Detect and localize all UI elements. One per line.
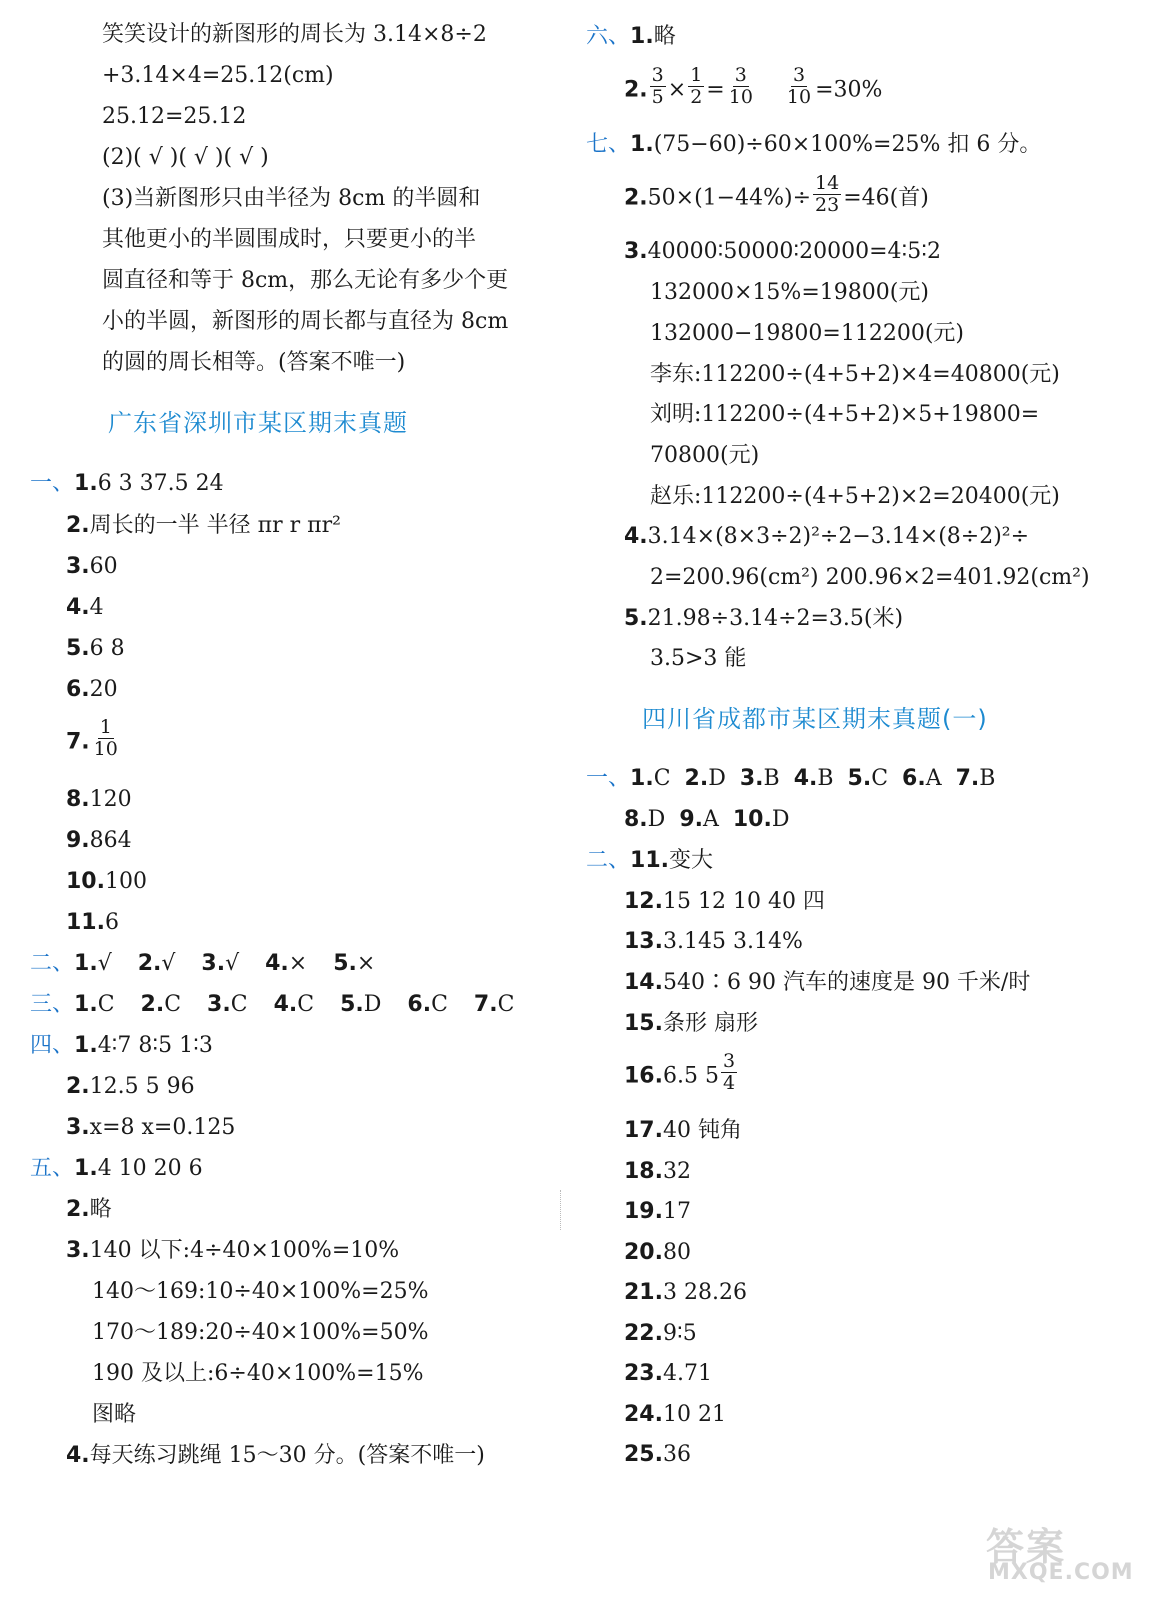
item-number: 3.	[207, 992, 231, 1017]
item-number: 4.	[624, 524, 648, 549]
intro-line-1: 笑笑设计的新图形的周长为 3.14×8÷2	[102, 22, 487, 47]
fraction-denominator: 23	[815, 194, 840, 216]
item-answer: 15 12 10 40 四	[662, 889, 825, 914]
item-number: 25.	[624, 1442, 663, 1467]
fraction	[785, 66, 813, 107]
item-answer: (75−60)÷60×100%=25% 扣 6 分。	[653, 132, 1042, 157]
item-answer: 36	[662, 1442, 691, 1467]
answer-row-s1-3	[66, 556, 118, 578]
answer-row-s1-7	[66, 716, 122, 763]
item-number: 2.	[140, 992, 165, 1017]
item-answer: C	[871, 766, 889, 791]
answer-row-s4-1	[30, 1035, 213, 1057]
item-number: 24.	[624, 1402, 663, 1427]
item-answer: 40000∶50000∶20000=4∶5∶2	[647, 239, 941, 264]
item-answer: 864	[89, 828, 132, 853]
item-number: 17.	[624, 1118, 663, 1143]
answer-row-s1-9	[66, 830, 132, 852]
item-answer: A	[925, 766, 942, 791]
item-number: 4.	[273, 992, 298, 1017]
intro-line-7: 圆直径和等于 8cm，那么无论有多少个更	[102, 268, 509, 293]
intro-line-4: (2)( √ )( √ )( √ )	[102, 145, 269, 170]
item-answer: 17	[662, 1199, 691, 1224]
item-number: 23.	[624, 1361, 663, 1386]
fraction-denominator: 10	[93, 738, 118, 760]
fraction-numerator: 14	[815, 172, 840, 194]
item-answer: C	[230, 992, 248, 1017]
item-answer: √	[161, 951, 176, 976]
answer-row-s6-2: 2. $\frac{3}{5}$ × $\frac{1}{2}$ = $\frac{3}{10}$ $\frac{3}{10}$ =30%	[624, 64, 883, 108]
answer-continuation: 132000×15%=19800(元)	[650, 280, 929, 305]
item-number: 10.	[66, 869, 105, 894]
section-marker: 四、	[30, 1033, 75, 1058]
answer-row-r2-20	[624, 1242, 691, 1264]
column-divider	[560, 1190, 562, 1230]
fraction	[813, 174, 841, 215]
item-answer: 6.5 5	[662, 1063, 719, 1089]
item-number: 11.	[66, 910, 105, 935]
section-marker: 二、	[30, 951, 75, 976]
item-number: 1.	[74, 951, 98, 976]
answer-row-r2-23	[624, 1363, 712, 1385]
answer-row-r2-25	[624, 1444, 691, 1466]
section-marker: 二、	[586, 848, 631, 873]
item-answer: C	[97, 992, 115, 1017]
answer-row-s7-3	[624, 241, 941, 263]
item-number: 2.	[66, 513, 90, 538]
item-number: 5.	[624, 606, 648, 631]
item-answer: A	[702, 807, 719, 832]
section-marker: 一、	[30, 471, 75, 496]
answer-continuation: 140～169:10÷40×100%=25%	[92, 1279, 429, 1304]
item-number: 6.	[407, 992, 432, 1017]
answer-row-r2-13	[624, 931, 803, 953]
item-number: 14.	[624, 970, 663, 995]
item-answer: 条形 扇形	[662, 1011, 758, 1036]
item-answer: D	[647, 807, 666, 832]
answer-row-s5-3	[66, 1240, 399, 1262]
item-number: 3.	[739, 766, 764, 791]
item-number: 6.	[66, 677, 90, 702]
item-answer: 40 钝角	[662, 1118, 742, 1143]
answer-row-s7-4	[624, 526, 1029, 548]
intro-line-3: 25.12=25.12	[102, 104, 247, 129]
answer-row-s2	[30, 953, 375, 975]
answer-row-s7-5	[624, 608, 903, 630]
item-number: 8.	[66, 787, 90, 812]
answer-row-s7-1	[586, 134, 1041, 156]
answer-continuation: 70800(元)	[650, 443, 760, 468]
answer-row-s1-2	[66, 515, 341, 537]
item-number: 3.	[66, 554, 90, 579]
item-number: 1.	[630, 24, 654, 49]
answer-continuation: 190 及以上:6÷40×100%=15%	[92, 1361, 424, 1386]
item-number: 1.	[74, 1156, 98, 1181]
section-marker: 六、	[586, 24, 631, 49]
fraction-numerator: 1	[690, 64, 703, 86]
answer-row-s1-5	[66, 638, 125, 660]
answer-row-s4-3	[66, 1117, 235, 1139]
item-answer: B	[979, 766, 996, 791]
intro-line-8: 小的半圆，新图形的周长都与直径为 8cm	[102, 309, 509, 334]
item-answer: D	[708, 766, 726, 791]
item-number: 1.	[74, 471, 98, 496]
item-answer: 3 28.26	[662, 1280, 747, 1305]
item-answer: 4.71	[662, 1361, 712, 1386]
item-number: 7.	[955, 766, 980, 791]
section-marker: 一、	[586, 766, 631, 791]
item-number: 16.	[624, 1063, 663, 1089]
fraction-denominator: 4	[722, 1072, 736, 1094]
fraction-denominator: 10	[786, 86, 812, 108]
item-answer: x=8 x=0.125	[89, 1115, 236, 1140]
answer-row-s5-1	[30, 1158, 203, 1180]
intro-line-2: +3.14×4=25.12(cm)	[102, 63, 334, 88]
watermark-logo	[986, 1516, 1136, 1586]
item-number: 4.	[793, 766, 818, 791]
section-heading-shenzhen: 广东省深圳市某区期末真题	[108, 409, 408, 437]
item-answer: C	[431, 992, 448, 1017]
item-number: 8.	[624, 807, 648, 832]
section-marker: 七、	[586, 132, 631, 157]
fraction-numerator: 1	[99, 716, 112, 738]
item-number: 1.	[74, 1033, 98, 1058]
item-answer: =46(首)	[843, 185, 929, 211]
watermark-url: MXQE.COM	[988, 1560, 1134, 1585]
item-answer: 周长的一半 半径 πr r πr²	[89, 513, 341, 538]
item-answer: D	[771, 807, 790, 832]
item-number: 3.	[624, 239, 648, 264]
answer-row-s5-4	[66, 1445, 485, 1467]
item-answer: 100	[104, 869, 147, 894]
item-number: 20.	[624, 1240, 663, 1265]
item-number: 2.	[66, 1074, 90, 1099]
item-number: 15.	[624, 1011, 663, 1036]
answer-row-r2-24	[624, 1404, 726, 1426]
item-number: 5.	[333, 951, 357, 976]
answer-row-s1-10	[66, 871, 147, 893]
item-number: 11.	[630, 848, 669, 873]
answer-continuation: 刘明:112200÷(4+5+2)×5+19800=	[650, 402, 1040, 427]
item-number: 2.	[684, 766, 709, 791]
item-number: 5.	[340, 992, 364, 1017]
item-number: 5.	[847, 766, 872, 791]
answer-row-s3	[30, 994, 514, 1016]
item-answer: ×	[288, 951, 308, 976]
item-number: 9.	[66, 828, 90, 853]
item-number: 10.	[732, 807, 772, 832]
fraction	[650, 66, 666, 107]
item-answer: 3.14×(8×3÷2)²÷2−3.14×(8÷2)²÷	[647, 524, 1030, 549]
item-number: 2.	[137, 951, 162, 976]
answer-continuation: 170～189:20÷40×100%=50%	[92, 1320, 429, 1345]
fraction	[688, 66, 704, 107]
item-answer: 变大	[669, 848, 714, 873]
answer-row-r1-1	[586, 768, 995, 790]
item-answer: 140 以下:4÷40×100%=10%	[89, 1238, 400, 1263]
item-number: 1.	[630, 766, 654, 791]
item-answer: 120	[89, 787, 132, 812]
item-number: 3.	[66, 1115, 90, 1140]
fraction-denominator: 10	[728, 86, 753, 108]
item-number: 2.	[624, 77, 648, 103]
item-answer: 每天练习跳绳 15～30 分。(答案不唯一)	[89, 1443, 485, 1468]
item-number: 4.	[66, 1443, 90, 1468]
item-answer: C	[164, 992, 182, 1017]
section-heading-chengdu: 四川省成都市某区期末真题(一)	[642, 705, 988, 733]
answer-row-r2-14	[624, 972, 1030, 994]
item-answer: 6	[104, 910, 119, 935]
intro-line-6: 其他更小的半圆围成时，只要更小的半	[102, 227, 477, 252]
item-number: 4.	[265, 951, 289, 976]
item-number: 6.	[902, 766, 926, 791]
answer-continuation: 李东:112200÷(4+5+2)×4=40800(元)	[650, 362, 1060, 387]
item-number: 7.	[66, 729, 90, 755]
item-answer: 9∶5	[662, 1321, 697, 1346]
item-number: 19.	[624, 1199, 663, 1224]
item-answer: 80	[662, 1240, 691, 1265]
answer-continuation: 132000−19800=112200(元)	[650, 321, 964, 346]
answer-row-r2-15	[624, 1013, 758, 1035]
item-number: 21.	[624, 1280, 663, 1305]
item-answer: C	[653, 766, 671, 791]
section-marker: 五、	[30, 1156, 75, 1181]
answer-row-s1-8	[66, 789, 132, 811]
item-number: 18.	[624, 1159, 663, 1184]
item-answer: ×	[356, 951, 376, 976]
answer-row-r2-12	[624, 891, 825, 913]
fraction-numerator: 3	[651, 64, 664, 86]
item-number: 9.	[679, 807, 703, 832]
item-answer: C	[297, 992, 315, 1017]
item-answer: 3.145 3.14%	[662, 929, 803, 954]
item-answer: 4	[89, 595, 104, 620]
item-answer: 21.98÷3.14÷2=3.5(米)	[647, 606, 904, 631]
intro-line-9: 的圆的周长相等。(答案不唯一)	[102, 350, 406, 375]
answer-row-s6-1	[586, 26, 676, 48]
item-answer: 50×(1−44%)÷	[647, 185, 812, 211]
answer-row-r2-19	[624, 1201, 691, 1223]
item-number: 5.	[66, 636, 90, 661]
item-answer: 540∶6 90 汽车的速度是 90 千米/时	[662, 970, 1031, 995]
item-answer: 4 10 20 6	[97, 1156, 203, 1181]
item-answer: B	[817, 766, 834, 791]
item-number: 3.	[201, 951, 226, 976]
item-answer: C	[497, 992, 515, 1017]
fraction	[721, 1052, 737, 1093]
item-answer: √	[225, 951, 240, 976]
item-number: 13.	[624, 929, 663, 954]
answer-row-s1-1	[30, 473, 224, 495]
item-number: 3.	[66, 1238, 90, 1263]
item-number: 1.	[74, 992, 98, 1017]
item-answer: √	[97, 951, 112, 976]
answer-row-s7-2	[624, 172, 929, 219]
answer-row-s1-6	[66, 679, 118, 701]
answer-row-r2-22	[624, 1323, 697, 1345]
item-number: 7.	[473, 992, 498, 1017]
answer-row-s1-4	[66, 597, 104, 619]
item-answer: B	[763, 766, 780, 791]
answer-continuation: 2=200.96(cm²) 200.96×2=401.92(cm²)	[650, 565, 1090, 590]
item-answer: 6 3 37.5 24	[97, 471, 224, 496]
answer-row-s5-2	[66, 1199, 112, 1221]
answer-continuation: 图略	[92, 1402, 137, 1427]
item-number: 22.	[624, 1321, 663, 1346]
item-answer: 12.5 5 96	[89, 1074, 195, 1099]
fraction-numerator: 3	[792, 64, 806, 86]
answer-row-r2-16	[624, 1050, 739, 1097]
item-answer: 略	[653, 24, 676, 49]
item-answer: 20	[89, 677, 118, 702]
answer-row-r1-2	[624, 809, 790, 831]
item-answer: 60	[89, 554, 118, 579]
answer-row-s4-2	[66, 1076, 195, 1098]
fraction-denominator: 5	[651, 86, 664, 108]
item-answer: 6 8	[89, 636, 125, 661]
watermark-text: 答案	[986, 1525, 1067, 1569]
item-answer: D	[363, 992, 382, 1017]
item-answer: 10 21	[662, 1402, 726, 1427]
answer-row-r2-21	[624, 1282, 747, 1304]
section-marker: 三、	[30, 992, 75, 1017]
answer-row-r2-17	[624, 1120, 742, 1142]
item-answer: 略	[89, 1197, 112, 1222]
answer-continuation: 3.5>3 能	[650, 646, 747, 671]
fraction	[727, 66, 755, 107]
fraction-numerator: 3	[722, 1050, 736, 1072]
item-answer: 32	[662, 1159, 691, 1184]
answer-row-r2-18	[624, 1161, 691, 1183]
item-number: 1.	[630, 132, 654, 157]
fraction	[92, 718, 120, 759]
answer-row-s1-11	[66, 912, 119, 934]
item-number: 2.	[624, 185, 648, 211]
item-number: 4.	[66, 595, 90, 620]
fraction-numerator: 3	[734, 64, 747, 86]
item-answer: =30%	[815, 77, 883, 103]
answer-row-r2-11	[586, 850, 713, 872]
fraction-denominator: 2	[690, 86, 703, 108]
answer-continuation: 赵乐:112200÷(4+5+2)×2=20400(元)	[650, 484, 1060, 509]
item-number: 12.	[624, 889, 663, 914]
item-answer: 4∶7 8∶5 1∶3	[97, 1033, 213, 1058]
intro-line-5: (3)当新图形只由半径为 8cm 的半圆和	[102, 186, 481, 211]
item-number: 2.	[66, 1197, 90, 1222]
